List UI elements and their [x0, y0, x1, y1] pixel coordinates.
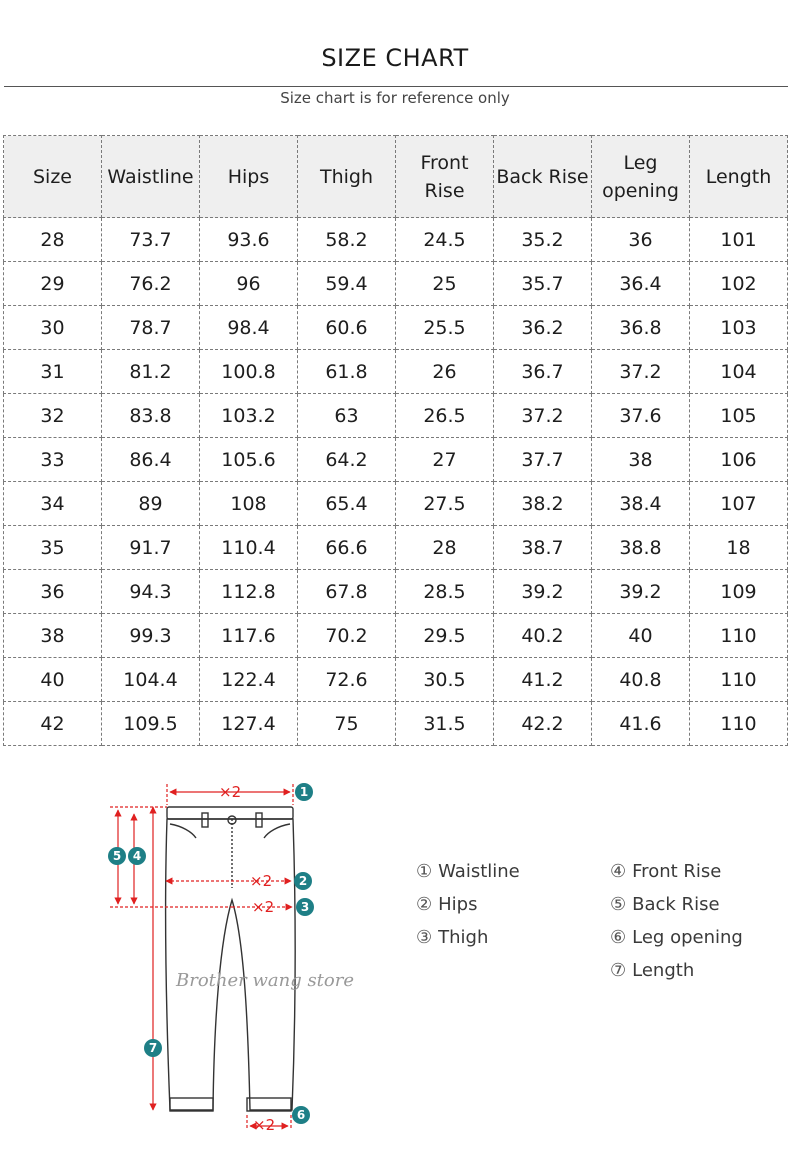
multiplier-label: ×2	[250, 872, 273, 890]
legend-number: ④	[610, 861, 627, 882]
table-cell: 36.2	[494, 306, 592, 350]
table-row	[4, 702, 788, 746]
table-row	[4, 438, 788, 482]
table-cell: 93.6	[200, 218, 298, 262]
table-row	[4, 482, 788, 526]
table-cell: 59.4	[298, 262, 396, 306]
table-cell: 36	[4, 570, 102, 614]
table-cell: 83.8	[102, 394, 200, 438]
legend-number: ⑤	[610, 894, 627, 915]
svg-text:1: 1	[299, 785, 309, 799]
table-cell: 35	[4, 526, 102, 570]
legend-item-length	[610, 954, 743, 987]
legend-number: ⑥	[610, 927, 627, 948]
legend-label: Hips	[438, 894, 478, 915]
legend-right	[610, 855, 743, 987]
table-cell: 27	[396, 438, 494, 482]
table-cell: 110	[690, 658, 788, 702]
table-cell: 41.6	[592, 702, 690, 746]
table-cell: 36.8	[592, 306, 690, 350]
diagram-markers	[108, 783, 314, 1124]
table-cell: 27.5	[396, 482, 494, 526]
table-cell: 78.7	[102, 306, 200, 350]
table-cell: 38.7	[494, 526, 592, 570]
table-row	[4, 218, 788, 262]
table-cell: 75	[298, 702, 396, 746]
table-cell: 38	[592, 438, 690, 482]
watermark: Brother wang store	[176, 970, 355, 991]
table-cell: 100.8	[200, 350, 298, 394]
svg-text:4: 4	[132, 849, 142, 863]
table-cell: 96	[200, 262, 298, 306]
table-cell: 102	[690, 262, 788, 306]
table-cell: 101	[690, 218, 788, 262]
table-cell: 61.8	[298, 350, 396, 394]
table-cell: 99.3	[102, 614, 200, 658]
table-cell: 25.5	[396, 306, 494, 350]
legend-number: ②	[416, 894, 433, 915]
table-cell: 38.2	[494, 482, 592, 526]
marker-2	[294, 872, 312, 890]
table-cell: 81.2	[102, 350, 200, 394]
table-cell: 42.2	[494, 702, 592, 746]
legend-label: Thigh	[438, 927, 489, 948]
table-cell: 32	[4, 394, 102, 438]
table-cell: 28.5	[396, 570, 494, 614]
table-cell: 18	[690, 526, 788, 570]
table-cell: 42	[4, 702, 102, 746]
table-cell: 65.4	[298, 482, 396, 526]
table-row	[4, 614, 788, 658]
table-cell: 35.7	[494, 262, 592, 306]
table-cell: 122.4	[200, 658, 298, 702]
table-row	[4, 570, 788, 614]
table-cell: 72.6	[298, 658, 396, 702]
table-cell: 86.4	[102, 438, 200, 482]
legend-number: ⑦	[610, 960, 627, 981]
table-cell: 103	[690, 306, 788, 350]
table-cell: 109.5	[102, 702, 200, 746]
marker-7	[144, 1039, 162, 1057]
svg-text:5: 5	[112, 849, 122, 863]
marker-6	[292, 1106, 310, 1124]
table-cell: 25	[396, 262, 494, 306]
legend-item-back-rise	[610, 888, 743, 921]
table-cell: 37.2	[592, 350, 690, 394]
table-cell: 117.6	[200, 614, 298, 658]
multiplier-label: ×2	[219, 783, 242, 801]
table-cell: 73.7	[102, 218, 200, 262]
table-cell: 40.2	[494, 614, 592, 658]
table-cell: 31	[4, 350, 102, 394]
table-header-row	[4, 136, 788, 218]
marker-4	[128, 847, 146, 865]
table-cell: 110	[690, 702, 788, 746]
table-cell: 30.5	[396, 658, 494, 702]
table-row	[4, 262, 788, 306]
legend-label: Leg opening	[632, 927, 743, 948]
legend-item-leg-opening	[610, 921, 743, 954]
legend-item-front-rise	[610, 855, 743, 888]
marker-3	[296, 898, 314, 916]
table-cell: 104	[690, 350, 788, 394]
table-cell: 29.5	[396, 614, 494, 658]
table-cell: 29	[4, 262, 102, 306]
page-subtitle: Size chart is for reference only	[280, 89, 510, 107]
multiplier-label: ×2	[252, 898, 275, 916]
column-header: Hips	[200, 136, 298, 218]
table-cell: 40	[592, 614, 690, 658]
table-cell: 39.2	[592, 570, 690, 614]
table-cell: 36	[592, 218, 690, 262]
table-row	[4, 658, 788, 702]
table-cell: 64.2	[298, 438, 396, 482]
table-cell: 104.4	[102, 658, 200, 702]
table-cell: 67.8	[298, 570, 396, 614]
table-cell: 40.8	[592, 658, 690, 702]
table-cell: 37.6	[592, 394, 690, 438]
table-cell: 70.2	[298, 614, 396, 658]
table-cell: 36.7	[494, 350, 592, 394]
size-table	[3, 135, 788, 746]
legend-number: ①	[416, 861, 433, 882]
table-cell: 34	[4, 482, 102, 526]
svg-text:7: 7	[148, 1041, 158, 1055]
table-cell: 110.4	[200, 526, 298, 570]
table-cell: 38	[4, 614, 102, 658]
table-cell: 26	[396, 350, 494, 394]
table-cell: 28	[4, 218, 102, 262]
column-header: Thigh	[298, 136, 396, 218]
title-divider	[4, 86, 788, 87]
table-row	[4, 306, 788, 350]
table-cell: 112.8	[200, 570, 298, 614]
table-cell: 103.2	[200, 394, 298, 438]
table-row	[4, 350, 788, 394]
table-cell: 94.3	[102, 570, 200, 614]
legend-left	[416, 855, 520, 954]
legend-label: Front Rise	[632, 861, 722, 882]
table-cell: 38.8	[592, 526, 690, 570]
table-cell: 108	[200, 482, 298, 526]
legend-number: ③	[416, 927, 433, 948]
column-header: Back Rise	[494, 136, 592, 218]
table-cell: 106	[690, 438, 788, 482]
legend-label: Length	[632, 960, 695, 981]
table-cell: 66.6	[298, 526, 396, 570]
legend-label: Back Rise	[632, 894, 720, 915]
table-cell: 37.7	[494, 438, 592, 482]
column-header: Front Rise	[396, 136, 494, 218]
table-cell: 41.2	[494, 658, 592, 702]
svg-text:2: 2	[298, 874, 308, 888]
table-cell: 31.5	[396, 702, 494, 746]
table-cell: 28	[396, 526, 494, 570]
table-cell: 76.2	[102, 262, 200, 306]
table-cell: 105.6	[200, 438, 298, 482]
table-cell: 109	[690, 570, 788, 614]
marker-1	[295, 783, 313, 801]
legend-label: Waistline	[438, 861, 520, 882]
table-cell: 107	[690, 482, 788, 526]
column-header: Size	[4, 136, 102, 218]
legend-item-waistline	[416, 855, 520, 888]
table-cell: 26.5	[396, 394, 494, 438]
table-cell: 58.2	[298, 218, 396, 262]
table-row	[4, 394, 788, 438]
page-title: SIZE CHART	[321, 44, 469, 72]
table-cell: 89	[102, 482, 200, 526]
column-header: Leg opening	[592, 136, 690, 218]
table-cell: 33	[4, 438, 102, 482]
multiplier-label: ×2	[253, 1116, 276, 1134]
table-cell: 110	[690, 614, 788, 658]
column-header: Waistline	[102, 136, 200, 218]
legend-item-hips	[416, 888, 520, 921]
table-cell: 38.4	[592, 482, 690, 526]
table-cell: 91.7	[102, 526, 200, 570]
table-cell: 24.5	[396, 218, 494, 262]
svg-text:6: 6	[296, 1108, 306, 1122]
table-cell: 37.2	[494, 394, 592, 438]
table-cell: 98.4	[200, 306, 298, 350]
column-header: Length	[690, 136, 788, 218]
table-cell: 105	[690, 394, 788, 438]
legend-item-thigh	[416, 921, 520, 954]
pants-outline	[166, 807, 296, 1111]
marker-5	[108, 847, 126, 865]
pants-diagram	[100, 770, 355, 1140]
table-cell: 36.4	[592, 262, 690, 306]
table-cell: 60.6	[298, 306, 396, 350]
table-cell: 40	[4, 658, 102, 702]
table-cell: 35.2	[494, 218, 592, 262]
table-cell: 63	[298, 394, 396, 438]
table-row	[4, 526, 788, 570]
table-cell: 127.4	[200, 702, 298, 746]
svg-text:3: 3	[300, 900, 310, 914]
table-cell: 39.2	[494, 570, 592, 614]
table-cell: 30	[4, 306, 102, 350]
